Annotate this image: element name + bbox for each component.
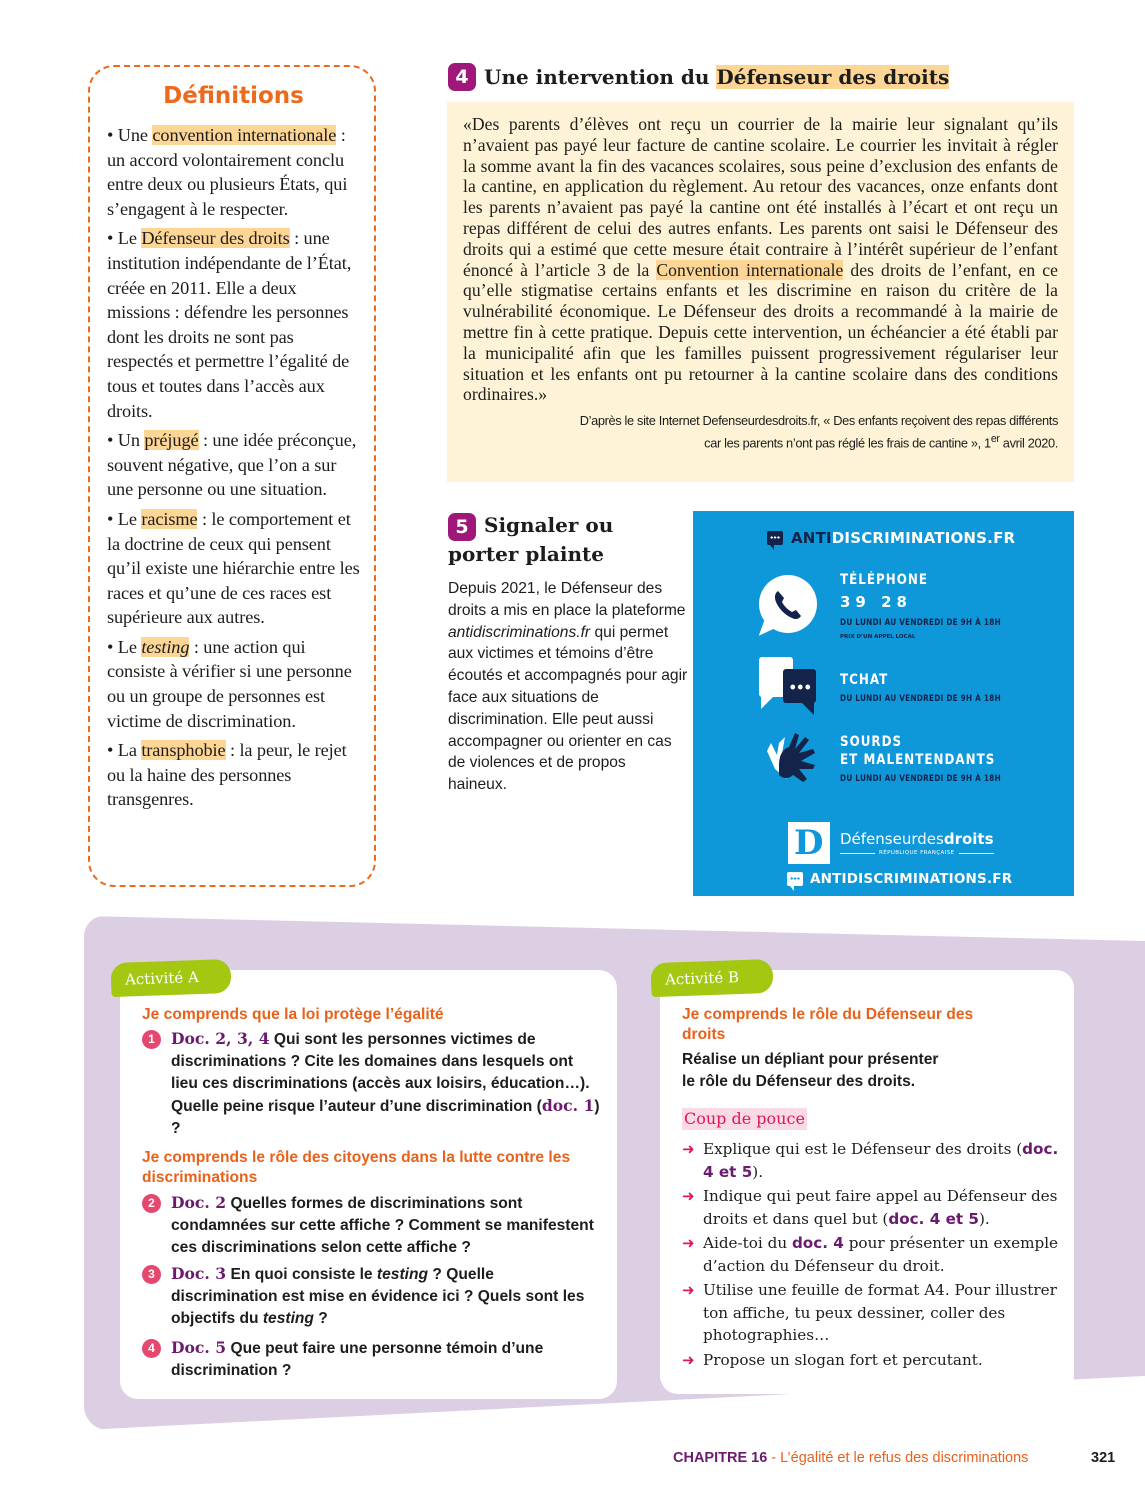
tip-item: ➜ Explique qui est le Défenseur des droits (doc. 4 et 5). — [682, 1140, 1059, 1181]
chat-icon — [759, 657, 819, 717]
definition-item: • Le racisme : le comportement et la doctrine de ceux qui pensent qu’il existe une hiérarchie entre les races et qu’une de ces races est supérieure aux autres. — [107, 508, 360, 628]
chat-bubble-icon — [787, 872, 803, 886]
term-highlight: Défenseur des droits — [141, 228, 290, 249]
term-highlight: convention internationale — [152, 125, 337, 145]
question-number-badge: 1 — [142, 1030, 161, 1049]
coup-de-pouce-label: Coup de pouce — [684, 1109, 805, 1128]
question-item: 4 Doc. 5 Que peut faire une personne témoin d’une discrimination ? — [142, 1337, 602, 1382]
question-number-badge: 3 — [142, 1265, 161, 1284]
page-number: 321 — [1091, 1450, 1116, 1466]
antidiscriminations-poster: ANTIDISCRIMINATIONS.FR TÉLÉPHONE 39 28 DU LUNDI AU VENDREDI DE 9H À 18H PRIX D’UN APPEL LOCAL TCHAT DU LUNDI AU VENDREDI DE 9H À 18H SOURDS ET MALENTENDANTS DU LUNDI AU VENDREDI DE 9H À 18H D Défenseurdesdroits RÉPUBLIQUE FRANÇAISE ANTIDISCRIMINATIONS.FR — [693, 511, 1074, 896]
activity-b-tab: Activité B — [650, 959, 773, 997]
phone-number: 39 28 — [840, 593, 912, 611]
phone-icon — [759, 575, 817, 633]
question-item: 1 Doc. 2, 3, 4 Qui sont les personnes victimes de discriminations ? Cite les domaines dans lesquels ont lieu ces discriminations (accès aux loisirs, éducation…). Quelle peine risque l’auteur d’une discrimination (doc. 1) ? — [142, 1028, 602, 1140]
arrow-right-icon: ➜ — [682, 1187, 695, 1205]
chapter-title: L’égalité et le refus des discriminations — [780, 1450, 1029, 1466]
definition-item: • Un préjugé : une idée préconçue, souvent négative, que l’on a sur une personne ou une situation. — [107, 430, 357, 500]
definition-item: • Une convention internationale : un accord volontairement conclu entre deux ou plusieurs États, qui s’engagent à le respecter. — [107, 125, 348, 219]
activity-task: Réalise un dépliant pour présenter le rôle du Défenseur des droits. — [682, 1051, 939, 1090]
term-highlight: testing — [141, 636, 190, 657]
chat-bubble-icon — [767, 531, 783, 545]
question-number-badge: 2 — [142, 1194, 161, 1213]
tip-item: ➜ Indique qui peut faire appel au Défenseur des droits et dans quel but (doc. 4 et 5). — [682, 1187, 1058, 1228]
doc-number-badge: 4 — [448, 63, 476, 91]
definition-item: • Le testing : une action qui consiste à vérifier si une personne ou un groupe de personnes est victime de discrimination. — [107, 636, 352, 731]
term-highlight: préjugé — [144, 430, 199, 451]
doc4-heading: 4 Une intervention du Défenseur des droits — [448, 63, 949, 91]
definitions-title: Définitions — [163, 83, 304, 109]
arrow-right-icon: ➜ — [682, 1234, 695, 1252]
arrow-right-icon: ➜ — [682, 1350, 695, 1369]
question-item: 3 Doc. 3 En quoi consiste le testing ? Quelle discrimination est mise en évidence ici ? Quels sont les objectifs du testing ? — [142, 1263, 602, 1330]
page-footer: CHAPITRE 16 - L’égalité et le refus des discriminations — [673, 1450, 1029, 1466]
tip-item: ➜ Aide-toi du doc. 4 pour présenter un exemple d’action du Défenseur du droit. — [682, 1234, 1059, 1275]
doc4-quote-box — [447, 102, 1074, 482]
activity-heading: Je comprends le rôle des citoyens dans la lutte contre les discriminations — [142, 1149, 571, 1186]
term-highlight: racisme — [141, 508, 198, 529]
sign-language-hands-icon — [761, 729, 823, 795]
tip-item: ➜ Propose un slogan fort et percutant. — [682, 1349, 1062, 1372]
arrow-right-icon: ➜ — [682, 1140, 695, 1158]
poster-header: ANTIDISCRIMINATIONS.FR — [767, 529, 1015, 547]
arrow-right-icon: ➜ — [682, 1281, 695, 1299]
activity-heading: Je comprends le rôle du Défenseur des droits — [682, 1006, 974, 1043]
tip-item: ➜ Utilise une feuille de format A4. Pour illustrer ton affiche, tu peux dessiner, coller des photographies… — [682, 1281, 1057, 1344]
definition-item: • Le Défenseur des droits : une institution indépendante de l’État, créée en 2011. Elle a deux missions : défendre les personnes dont les droits ne sont pas respectés et permettre l’égalité de tous et toutes dans l’accès aux droits. — [107, 228, 352, 421]
activity-b-content — [682, 1005, 1062, 1373]
question-item: 2 Doc. 2 Quelles formes de discriminations sont condamnées sur cette affiche ? Comment se manifestent ces discriminations selon cette affiche ? — [142, 1192, 602, 1259]
doc5-heading: 5 Signaler ou porter plainte — [448, 513, 614, 566]
activity-a-content — [142, 1005, 602, 1382]
poster-footer: ANTIDISCRIMINATIONS.FR — [787, 871, 1012, 887]
definitions-box — [88, 65, 376, 887]
activity-a-tab: Activité A — [110, 959, 231, 997]
activity-heading: Je comprends que la loi protège l’égalité — [142, 1006, 444, 1023]
doc-number-badge: 5 — [448, 513, 476, 541]
definition-item: • La transphobie : la peur, le rejet ou la haine des personnes transgenres. — [107, 740, 347, 810]
d-logo-icon: D — [788, 822, 830, 864]
doc4-quote: «Des parents d’élèves ont reçu un courrier de la mairie leur signalant qu’ils n’avaient pas payé leur facture de cantine scolaire. Le courrier les invitait à régler la somme avant la fin des vacances scolaires, sous peine d’exclusion des enfants de la cantine, en application du règlement. Au retour des vacances, onze enfants dont les parents n’avaient pas payé la cantine ont été installés à l’écart et ont reçu un repas différent de celui des autres enfants. Les parents ont saisi le Défenseur des droits qui a estimé que cette mesure était contraire à l’intérêt supérieur de l’enfant énoncé à l’article 3 de la Convention internationale des droits de l’enfant, en ce qu’elle stigmatise certains enfants et les discrimine en raison du critère de la vulnérabilité économique. Le Défenseur des droits a recommandé à la mairie de mettre fin à cette pratique. Depuis cette intervention, un échéancier a été établi par la municipalité afin que les familles puissent progressivement régulariser leur situation et les enfants ont pu retourner à la cantine scolaire dans des conditions ordinaires.» — [463, 114, 1058, 405]
doc5-text: Depuis 2021, le Défenseur des droits a mis en place la plateforme antidiscriminations.fr qui permet aux victimes et témoins d’être écoutés et accompagnés pour agir face aux situations de discrimination. Elle peut aussi accompagner ou orienter en cas de violences et de propos haineux. — [448, 580, 688, 794]
question-number-badge: 4 — [142, 1339, 161, 1358]
term-highlight: transphobie — [141, 740, 226, 761]
defenseur-des-droits-logo: D Défenseurdesdroits RÉPUBLIQUE FRANÇAISE — [788, 822, 994, 864]
chapter-label: CHAPITRE 16 — [673, 1450, 768, 1466]
doc4-source: D’après le site Internet Defenseurdesdroits.fr, « Des enfants reçoivent des repas différents car les parents n’ont pas réglé les frais de cantine », 1er avril 2020. — [579, 413, 1058, 451]
